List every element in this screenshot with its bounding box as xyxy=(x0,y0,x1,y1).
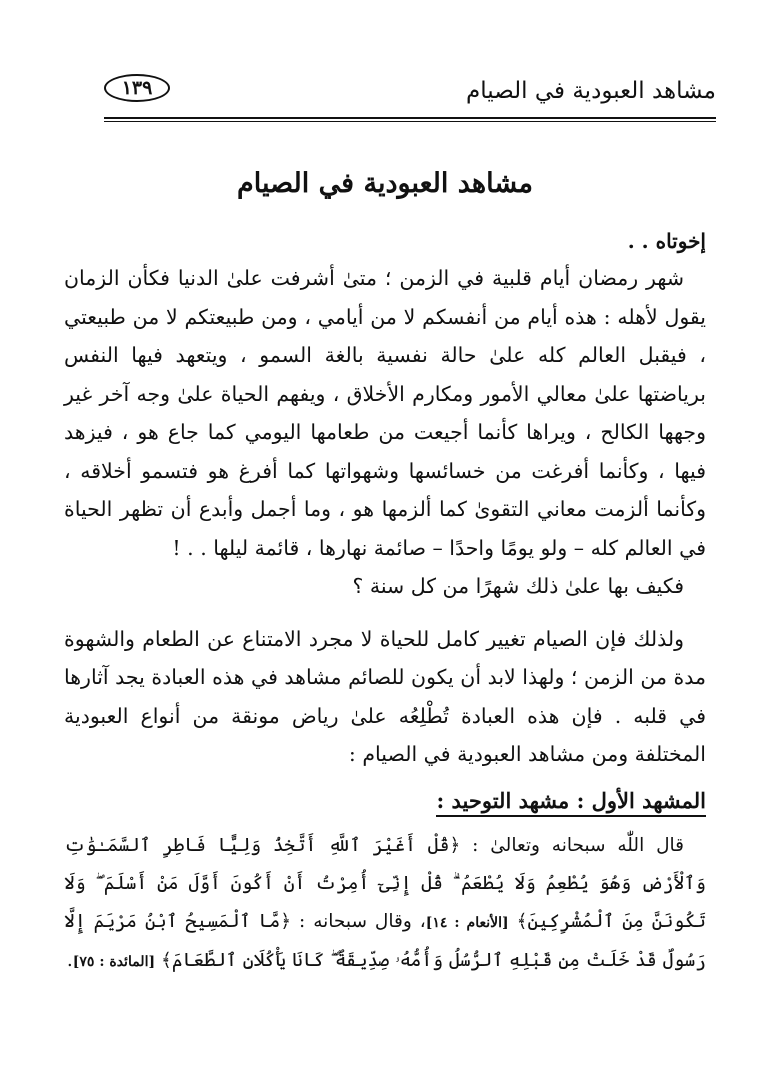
verse-2: ﴿مَّا ٱلْمَسِيحُ ٱبْنُ مَرْيَمَ إِلَّا رَسُولٌ قَدْ خَلَتْ مِن قَبْلِهِ ٱلرُّسُلُ وَأُمُّهُۥ صِدِّيقَةٌ ۖ كَانَا يَأْكُلَانِ ٱلطَّعَامَ﴾ xyxy=(64,910,706,971)
section-heading: المشهد الأول : مشهد التوحيد : xyxy=(436,788,706,817)
verse-1-reference: [الأنعام : ١٤] xyxy=(425,914,509,931)
greeting: إخوتاه . . xyxy=(627,229,706,253)
quote-intro: قال اللّٰه سبحانه وتعالىٰ : xyxy=(472,834,684,856)
end-mark: . xyxy=(66,949,73,971)
paragraph-3: ولذلك فإن الصيام تغيير كامل للحياة لا مجرد الامتناع عن الطعام والشهوة مدة من الزمن ؛ ولهذا لابد أن يكون للصائم مشاهد في هذه العبادة يجد آثارها في قلبه . فإن هذه العبادة تُطْلِعُه علىٰ رياض مونقة من أنواع العبودية المختلفة ومن مشاهد العبودية في الصيام : xyxy=(64,626,706,766)
verse-2-reference: [المائدة : ٧٥] xyxy=(72,953,156,970)
paragraph-gap xyxy=(64,606,706,620)
paragraph-2: فكيف بها علىٰ ذلك شهرًا من كل سنة ؟ xyxy=(352,574,684,598)
paragraph-1: شهر رمضان أيام قلبية في الزمن ؛ متىٰ أشرفت علىٰ الدنيا فكأن الزمان يقول لأهله : هذه أيام من أنفسكم لا من أيامي ، ومن طبيعتكم لا من طبيعتي ، فيقبل العالم كله علىٰ حالة نفسية بالغة السمو ، ويتعهد فيها النفس برياضتها علىٰ معالي الأمور ومكارم الأخلاق ، ويفهم الحياة علىٰ وجه آخر غير وجهها الكالح ، ويراها كأنما أجيعت من طعامها اليومي كما جاع هو ، فيزهد فيها ، وكأنما أفرغت من خسائسها وشهواتها كما أفرغ هو فتسمو أخلاقه ، وكأنما ألزمت معاني التقوىٰ كما ألزمها هو ، وما أجمل وأبدع أن تظهر الحياة في العالم كله – ولو يومًا واحدًا – صائمة نهارها ، قائمة ليلها . . ! xyxy=(64,266,706,560)
quote-intro-2: ، وقال سبحانه : xyxy=(299,910,426,932)
quran-quote-paragraph xyxy=(64,827,706,981)
quran-quote-block xyxy=(64,827,706,981)
running-title: مشاهد العبودية في الصيام xyxy=(466,78,716,104)
chapter-title: مشاهد العبودية في الصيام xyxy=(237,168,533,199)
page-body xyxy=(64,168,706,981)
header-divider xyxy=(104,117,716,122)
page-number: ١٣٩ xyxy=(121,77,153,99)
running-header xyxy=(104,72,716,116)
page-number-badge xyxy=(104,74,170,102)
verse-1: ﴿قُلْ أَغَيْرَ ٱللَّهِ أَتَّخِذُ وَلِيًّا فَاطِرِ ٱلسَّمَـٰوَٰتِ وَٱلْأَرْضِ وَهُوَ يُطْعِمُ وَلَا يُطْعَمُ ۗ قُلْ إِنِّىٓ أُمِرْتُ أَنْ أَكُونَ أَوَّلَ مَنْ أَسْلَمَ ۖ وَلَا تَكُونَنَّ مِنَ ٱلْمُشْرِكِينَ﴾ xyxy=(64,834,707,932)
